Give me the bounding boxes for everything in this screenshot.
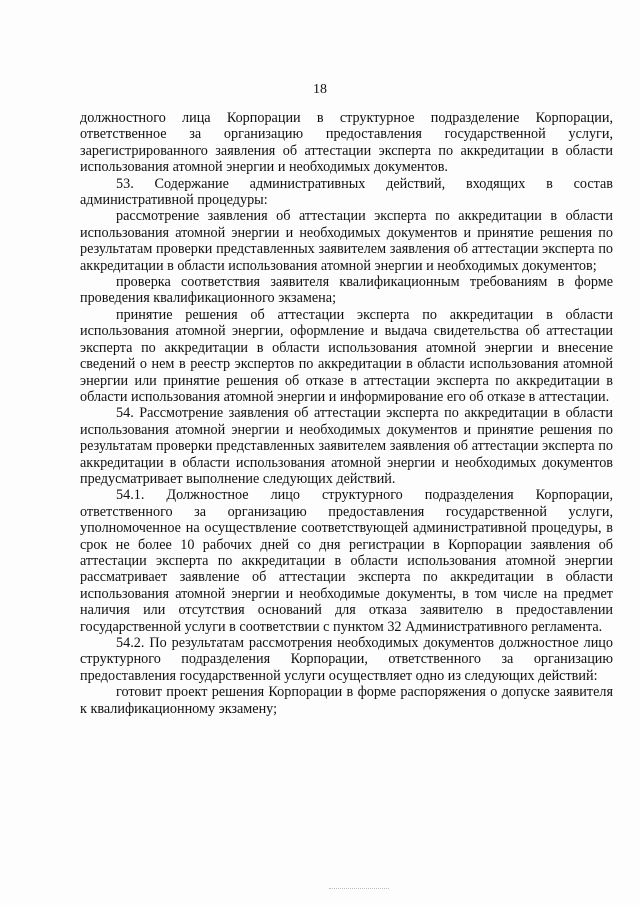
document-body (80, 110, 613, 717)
page-number: 18 (313, 82, 327, 97)
paragraph-53-item-exam: проверка соответствия заявителя квалификационным требованиям в форме проведения квалификационного экзамена; (80, 274, 613, 307)
paragraph-54: 54. Рассмотрение заявления об аттестации эксперта по аккредитации в области использования атомной энергии и необходимых документов и принятие решения по результатам проверки представленных заявителем заявления об аттестации эксперта по аккредитации в области использования атомной энергии и необходимых документов предусматривает выполнение следующих действий. (80, 405, 613, 487)
paragraph-54-2: 54.2. По результатам рассмотрения необходимых документов должностное лицо структурного подразделения Корпорации, ответственного за организацию предоставления государственной услуги осуществляет одно из следующих действий: (80, 635, 613, 684)
paragraph-53: 53. Содержание административных действий, входящих в состав административной процедуры: (80, 175, 613, 209)
paragraph-54-2-item-admission: готовит проект решения Корпорации в форме распоряжения о допуске заявителя к квалификационному экзамену; (80, 684, 613, 717)
paragraph-53-item-review: рассмотрение заявления об аттестации эксперта по аккредитации в области использования атомной энергии и необходимых документов и принятие решения по результатам проверки представленных заявителем заявления об аттестации эксперта по аккредитации в области использования атомной энергии и необходимых документов; (80, 208, 613, 274)
paragraph-53-item-decision: принятие решения об аттестации эксперта по аккредитации в области использования атомной энергии, оформление и выдача свидетельства об аттестации эксперта по аккредитации в области использования атомной энергии и внесение сведений о нем в реестр экспертов по аккредитации в области использования атомной энергии или принятие решения об отказе в аттестации эксперта по аккредитации в области использования атомной энергии и информирование его об отказе в аттестации. (80, 306, 613, 405)
scan-artifact (329, 888, 389, 889)
paragraph-54-1: 54.1. Должностное лицо структурного подразделения Корпорации, ответственного за организацию предоставления государственной услуги, уполномоченное на осуществление соответствующей административной процедуры, в срок не более 10 рабочих дней со дня регистрации в Корпорации заявления об аттестации эксперта по аккредитации в области использования атомной энергии рассматривает заявление об аттестации эксперта по аккредитации в области использования атомной энергии и необходимые документы, в том числе на предмет наличия или отсутствия оснований для отказа заявителю в предоставлении государственной услуги в соответствии с пунктом 32 Административного регламента. (80, 487, 613, 635)
paragraph-continuation: должностного лица Корпорации в структурное подразделение Корпорации, ответственное за организацию предоставления государственной услуги, зарегистрированного заявления об аттестации эксперта по аккредитации в области использования атомной энергии и необходимых документов. (80, 110, 613, 176)
